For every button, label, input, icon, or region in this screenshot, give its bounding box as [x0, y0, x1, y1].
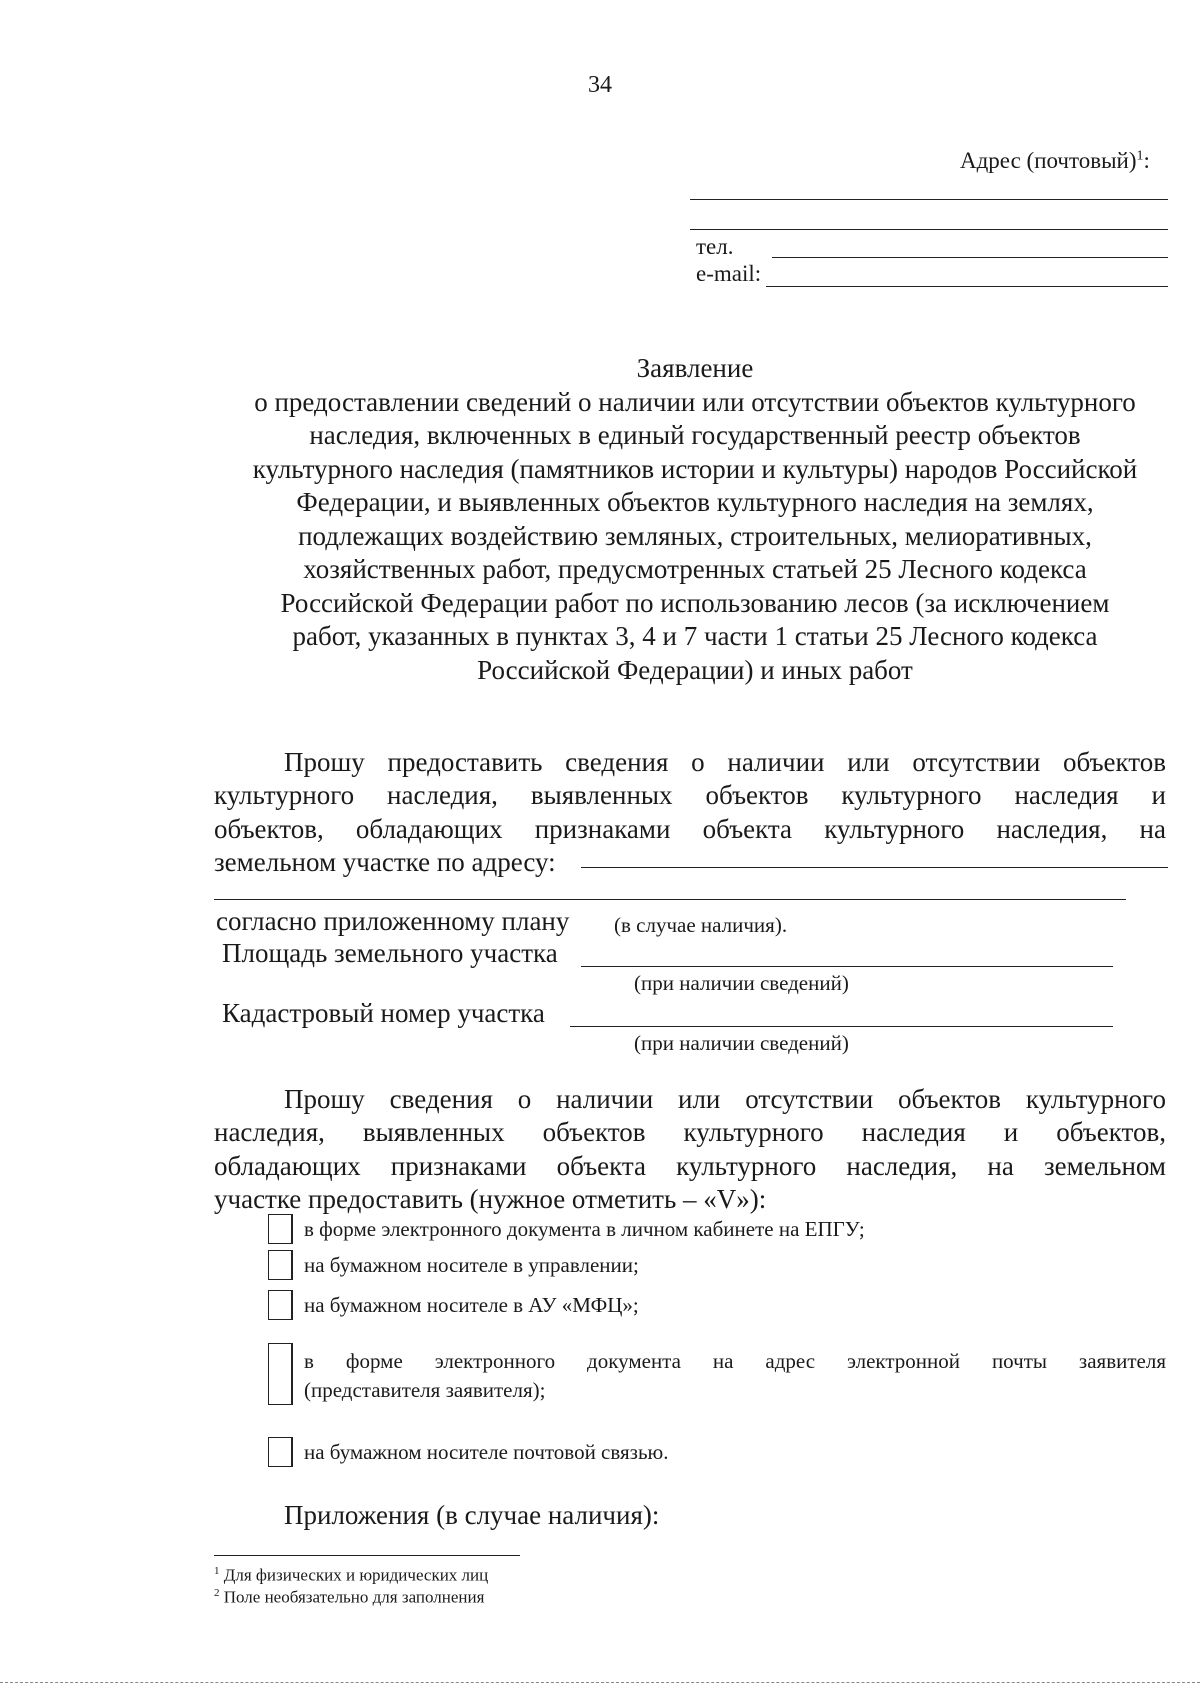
delivery-line-1 [214, 1083, 1166, 1116]
request-line-2 [214, 779, 1166, 812]
word: почты [991, 1349, 1047, 1373]
word: объектов, [214, 813, 324, 844]
footnote-1-text: Для физических и юридических лиц [223, 1565, 489, 1585]
address-footnote-ref: 1 [1136, 148, 1144, 164]
word: культурного [214, 780, 355, 811]
area-field[interactable] [581, 966, 1113, 967]
page-number: 34 [588, 72, 612, 98]
word: объектов [705, 780, 809, 811]
word: объекта [702, 813, 793, 844]
footnote-1 [214, 1565, 488, 1586]
title-line: хозяйственных работ, предусмотренных статьей 25 Лесного кодекса [303, 554, 1087, 584]
word: и [1003, 1117, 1019, 1148]
word: признаками [390, 1150, 527, 1181]
footnote-1-ref: 1 [214, 1565, 220, 1577]
option-office-checkbox[interactable] [268, 1250, 293, 1280]
word: культурного [824, 813, 965, 844]
option-mfc-label: на бумажном носителе в АУ «МФЦ»; [304, 1292, 639, 1317]
word: электронной [846, 1349, 960, 1373]
page-bottom-edge [0, 1682, 1200, 1683]
title-line: о предоставлении сведений о наличии или отсутствии объектов культурного [254, 386, 1136, 417]
title-line: Российской Федерации) и иных работ [477, 654, 913, 685]
delivery-line-3 [214, 1150, 1166, 1183]
option-epgu-checkbox[interactable] [268, 1214, 293, 1244]
word: заявителя [1078, 1349, 1166, 1373]
word: документа [587, 1349, 681, 1373]
word: сведения [565, 747, 669, 777]
word: объектов, [1056, 1117, 1166, 1148]
document-title [200, 352, 1190, 687]
footnote-2-ref: 2 [214, 1587, 220, 1599]
delivery-line-2 [214, 1116, 1166, 1149]
word: культурного [676, 1150, 817, 1181]
address-colon: : [1143, 148, 1150, 173]
word: и [1151, 780, 1166, 811]
word: культурного [1025, 1084, 1166, 1114]
title-line: Федерации, и выявленных объектов культурного наследия на землях, [296, 487, 1094, 517]
word: Прошу [284, 1084, 365, 1114]
address-field-line-2[interactable] [214, 899, 1126, 900]
option-office-label: на бумажном носителе в управлении; [304, 1252, 639, 1277]
word: выявленных [362, 1117, 505, 1148]
word: или [847, 747, 890, 777]
email-label: e-mail: [696, 261, 762, 286]
word: наличии [556, 1084, 654, 1114]
word: объекта [556, 1150, 647, 1181]
area-label: Площадь земельного участка [222, 938, 558, 968]
word: отсутствии [745, 1084, 874, 1114]
option-mfc-checkbox[interactable] [268, 1290, 293, 1320]
cadastral-label: Кадастровый номер участка [222, 998, 545, 1028]
word: о [691, 747, 705, 777]
request-line-4: земельном участке по адресу: [214, 846, 556, 877]
title-line: культурного наследия (памятников истории и культуры) народов Российской [252, 453, 1138, 484]
word: признаками [534, 813, 671, 844]
word: о [517, 1084, 532, 1114]
plan-note: (в случае наличия). [614, 913, 788, 937]
word: или [678, 1084, 721, 1114]
request-line-1 [214, 746, 1166, 779]
email-field[interactable] [766, 286, 1168, 287]
option-email-label [304, 1347, 1166, 1405]
word: на [1139, 813, 1166, 844]
request-paragraph [214, 746, 1166, 879]
option-mfc[interactable] [268, 1290, 639, 1320]
delivery-line-4: участке предоставить (нужное отметить – «V»): [214, 1183, 767, 1214]
option-post[interactable] [268, 1437, 669, 1467]
word: наследия, [387, 780, 498, 811]
word: земельном [1043, 1150, 1166, 1181]
title-line: подлежащих воздействию земляных, строительных, мелиоративных, [298, 520, 1092, 551]
word: обладающих [214, 1150, 361, 1181]
address-label [960, 148, 1150, 174]
word: адрес [765, 1349, 816, 1373]
attachments-label: Приложения (в случае наличия): [284, 1500, 660, 1530]
option-email-line-2: (представителя заявителя); [304, 1378, 546, 1402]
phone-field[interactable] [772, 257, 1168, 258]
address-line-1[interactable] [690, 199, 1168, 200]
word: форме [345, 1349, 403, 1373]
word: предоставить [387, 747, 543, 777]
delivery-paragraph [214, 1083, 1166, 1216]
option-post-checkbox[interactable] [268, 1437, 293, 1467]
word: наследия [861, 1117, 966, 1148]
word: наследия [1014, 780, 1119, 811]
option-email-checkbox[interactable] [268, 1343, 293, 1405]
plan-label: согласно приложенному плану [216, 906, 570, 936]
word: наследия, [996, 813, 1108, 844]
option-epgu-label: в форме электронного документа в личном кабинете на ЕПГУ; [304, 1216, 865, 1241]
word: объектов [542, 1117, 646, 1148]
footnote-2-text: Поле необязательно для заполнения [223, 1587, 485, 1607]
area-hint: (при наличии сведений) [634, 971, 849, 995]
title-line: Российской Федерации работ по использованию лесов (за исключением [280, 587, 1110, 618]
word: объектов [898, 1084, 1001, 1114]
word: наследия, [846, 1150, 958, 1181]
footnote-2 [214, 1587, 484, 1608]
word: обладающих [355, 813, 503, 844]
option-office[interactable] [268, 1250, 639, 1280]
word: в [304, 1349, 314, 1373]
word: отсутствии [912, 747, 1041, 777]
word: культурного [683, 1117, 824, 1148]
word: электронного [434, 1349, 556, 1373]
address-line-2[interactable] [690, 229, 1168, 230]
word: сведения [389, 1084, 493, 1114]
option-email-line-1 [304, 1347, 1166, 1376]
phone-label: тел. [696, 234, 734, 259]
word: на [712, 1349, 734, 1373]
word: объектов [1063, 747, 1166, 777]
word: Прошу [284, 747, 365, 777]
request-line-3 [214, 813, 1166, 846]
address-label-text: Адрес (почтовый) [960, 148, 1137, 173]
option-post-label: на бумажном носителе почтовой связью. [304, 1439, 669, 1464]
word: на [987, 1150, 1014, 1181]
word: выявленных [530, 780, 673, 811]
word: наследия, [214, 1117, 325, 1148]
word: наличии [727, 747, 825, 777]
footnote-separator [214, 1555, 520, 1556]
address-field[interactable] [581, 867, 1168, 868]
title-line: наследия, включенных в единый государственный реестр объектов [309, 420, 1081, 450]
option-epgu[interactable] [268, 1214, 865, 1244]
cadastral-hint: (при наличии сведений) [634, 1031, 849, 1055]
cadastral-field[interactable] [570, 1026, 1113, 1027]
title-heading: Заявление [636, 353, 754, 383]
title-line: работ, указанных в пунктах 3, 4 и 7 части 1 статьи 25 Лесного кодекса [292, 621, 1098, 651]
word: культурного [841, 780, 982, 811]
